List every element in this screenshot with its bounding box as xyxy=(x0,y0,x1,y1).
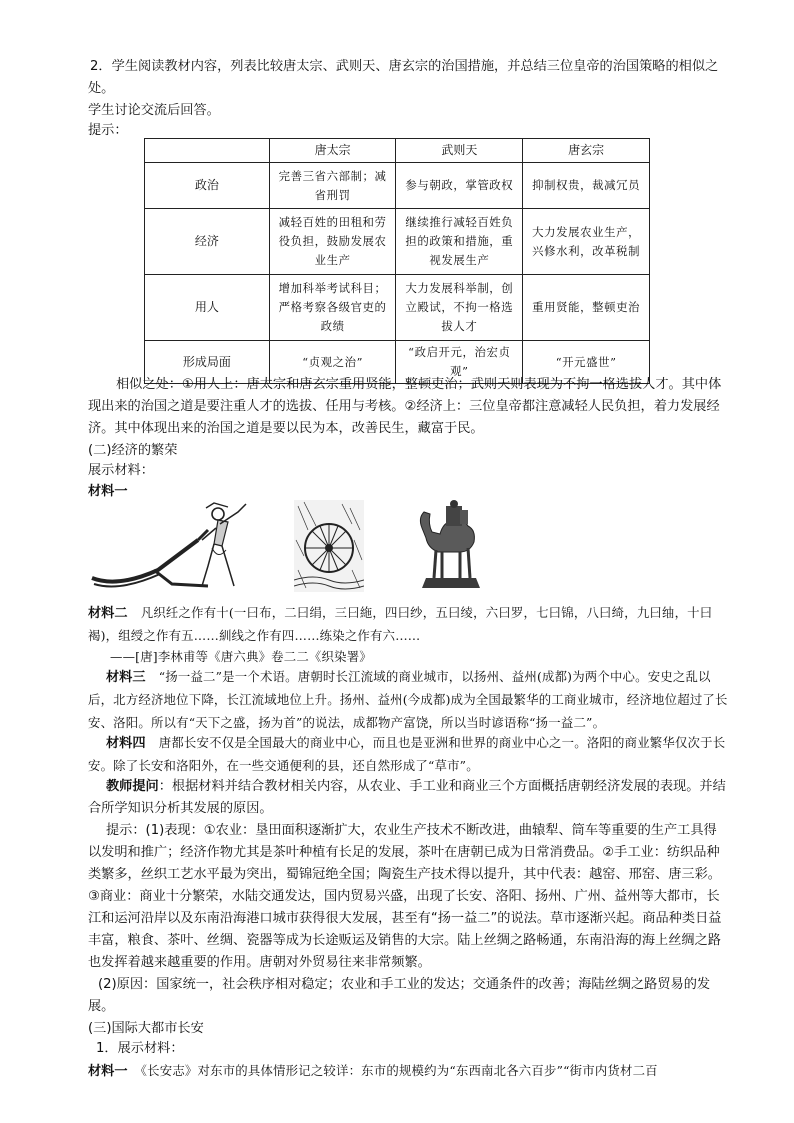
discussion-note: 学生讨论交流后回答。 xyxy=(88,103,220,118)
table-cell: “贞观之治” xyxy=(269,341,396,384)
material-3-text: “扬一益二”是一个术语。唐朝时长江流域的商业城市，以扬州、益州(成都)为两个中心。安史之乱以后，北方经济地位下降，长江流域地位上升。扬州、益州(今成都)成为全国最繁华的工商业城市，经济地位超过了长安、洛阳。所以有“天下之盛，扬为首”的说法，成都物产富饶，所以当时谚语称“扬一益二”。 xyxy=(88,669,728,730)
table-cell: 完善三省六部制；减省刑罚 xyxy=(269,163,396,209)
section-3-material-1-label: 材料一 xyxy=(88,1064,128,1079)
table-cell: 大力发展科举制，创立殿试，不拘一格选拔人才 xyxy=(396,275,523,341)
material-2-source: ——[唐]李林甫等《唐六典》卷二二《织染署》 xyxy=(110,649,372,664)
row-label: 经济 xyxy=(145,209,270,275)
hint-label: 提示： xyxy=(88,123,128,138)
material-2 xyxy=(88,602,728,648)
header-wuzetian: 武则天 xyxy=(396,139,523,163)
material-3-label: 材料三 xyxy=(106,670,146,685)
section-3-material-1-text: 《长安志》对东市的具体情形记之较详：东市的规模约为“东西南北各六百步”“街市内货材二百 xyxy=(140,1063,658,1078)
section-2-title: (二)经济的繁荣 xyxy=(88,443,178,458)
table-cell: “开元盛世” xyxy=(523,341,650,384)
material-4-text: 唐都长安不仅是全国最大的商业中心，而且也是亚洲和世界的商业中心之一。洛阳的商业繁华仅次于长安。除了长安和洛阳外，在一些交通便利的县，还自然形成了“草市”。 xyxy=(88,735,726,773)
teacher-question-label: 教师提问 xyxy=(106,779,159,794)
row-label: 政治 xyxy=(145,163,270,209)
material-4 xyxy=(88,732,728,778)
table-row xyxy=(145,275,650,341)
material-2-label: 材料二 xyxy=(88,606,128,621)
row-label: 用人 xyxy=(145,275,270,341)
question-2-text: 2．学生阅读教材内容，列表比较唐太宗、武则天、唐玄宗的治国措施，并总结三位皇帝的治国策略的相似之处。 xyxy=(88,59,719,96)
waterwheel-figure xyxy=(294,500,364,592)
section-3-show-label: 1．展示材料： xyxy=(96,1041,184,1056)
section-3-title: (三)国际大都市长安 xyxy=(88,1021,204,1036)
show-materials-label: 展示材料： xyxy=(88,463,154,478)
table-cell: 抑制权贵，裁减冗员 xyxy=(523,163,650,209)
header-xuanzong: 唐玄宗 xyxy=(523,139,650,163)
camel-figurine-figure xyxy=(410,498,490,594)
material-4-label: 材料四 xyxy=(106,736,146,751)
teacher-question xyxy=(88,776,728,820)
table-cell: 参与朝政，掌管政权 xyxy=(396,163,523,209)
answer-manifestations: 提示：(1)表现：①农业：垦田面积逐渐扩大，农业生产技术不断改进，曲辕犁、筒车等重要的生产工具得以发明和推广；经济作物尤其是茶叶种植有长足的发展，茶叶在唐朝已成为日常消费品。②手工业：纺织品种类繁多，丝织工艺水平最为突出，蜀锦冠绝全国；陶瓷生产技术得以提升，其中代表：越窑、邢窑、唐三彩。③商业：商业十分繁荣，水陆交通发达，国内贸易兴盛，出现了长安、洛阳、扬州、广州、益州等大都市，长江和运河沿岸以及东南沿海港口城市获得很大发展，甚至有“扬一益二”的说法。草市逐渐兴起。商品种类日益丰富，粮食、茶叶、丝绸、瓷器等成为长途贩运及销售的大宗。陆上丝绸之路畅通，东南沿海的海上丝绸之路也发挥着越来越重要的作用。唐朝对外贸易往来非常频繁。 xyxy=(88,823,722,970)
answer-reasons: (2)原因：国家统一，社会秩序相对稳定；农业和手工业的发达；交通条件的改善；海陆丝绸之路贸易的发展。 xyxy=(88,977,711,1014)
similarity-summary: 相似之处：①用人上：唐太宗和唐玄宗重用贤能，整顿吏治；武则天则表现为不拘一格选拔人才。其中体现出来的治国之道是要注重人才的选拔、任用与考核。②经济上：三位皇帝都注意减轻人民负担，着力发展经济。其中体现出来的治国之道是要以民为本，改善民生，藏富于民。 xyxy=(88,377,722,436)
material-1-label: 材料一 xyxy=(88,484,128,499)
table-row xyxy=(145,209,650,275)
emperor-comparison-table xyxy=(144,138,650,384)
section-3-material-1 xyxy=(88,1060,728,1083)
table-cell: 重用贤能，整顿吏治 xyxy=(523,275,650,341)
table-cell: 继续推行减轻百姓负担的政策和措施，重视发展生产 xyxy=(396,209,523,275)
table-corner-cell xyxy=(145,139,270,163)
table-cell: 大力发展农业生产，兴修水利，改革税制 xyxy=(523,209,650,275)
row-label: 形成局面 xyxy=(145,341,270,384)
table-cell: 减轻百姓的田租和劳役负担，鼓励发展农业生产 xyxy=(269,209,396,275)
plough-farmer-figure xyxy=(88,500,278,592)
material-3 xyxy=(88,666,728,735)
header-taizong: 唐太宗 xyxy=(269,139,396,163)
table-cell: 增加科举考试科目；严格考察各级官吏的政绩 xyxy=(269,275,396,341)
table-cell: “政启开元，治宏贞观” xyxy=(396,341,523,384)
table-header-row xyxy=(145,139,650,163)
teacher-question-text: ：根据材料并结合教材相关内容，从农业、手工业和商业三个方面概括唐朝经济发展的表现。并结合所学知识分析其发展的原因。 xyxy=(88,779,726,816)
material-2-text: 凡织纴之作有十(一曰布，二曰绢，三曰絁，四曰纱，五曰绫，六曰罗，七曰锦，八曰绮，九曰䌷，十曰褐)，组绶之作有五……紃线之作有四……练染之作有六…… xyxy=(88,605,713,643)
table-row xyxy=(145,163,650,209)
